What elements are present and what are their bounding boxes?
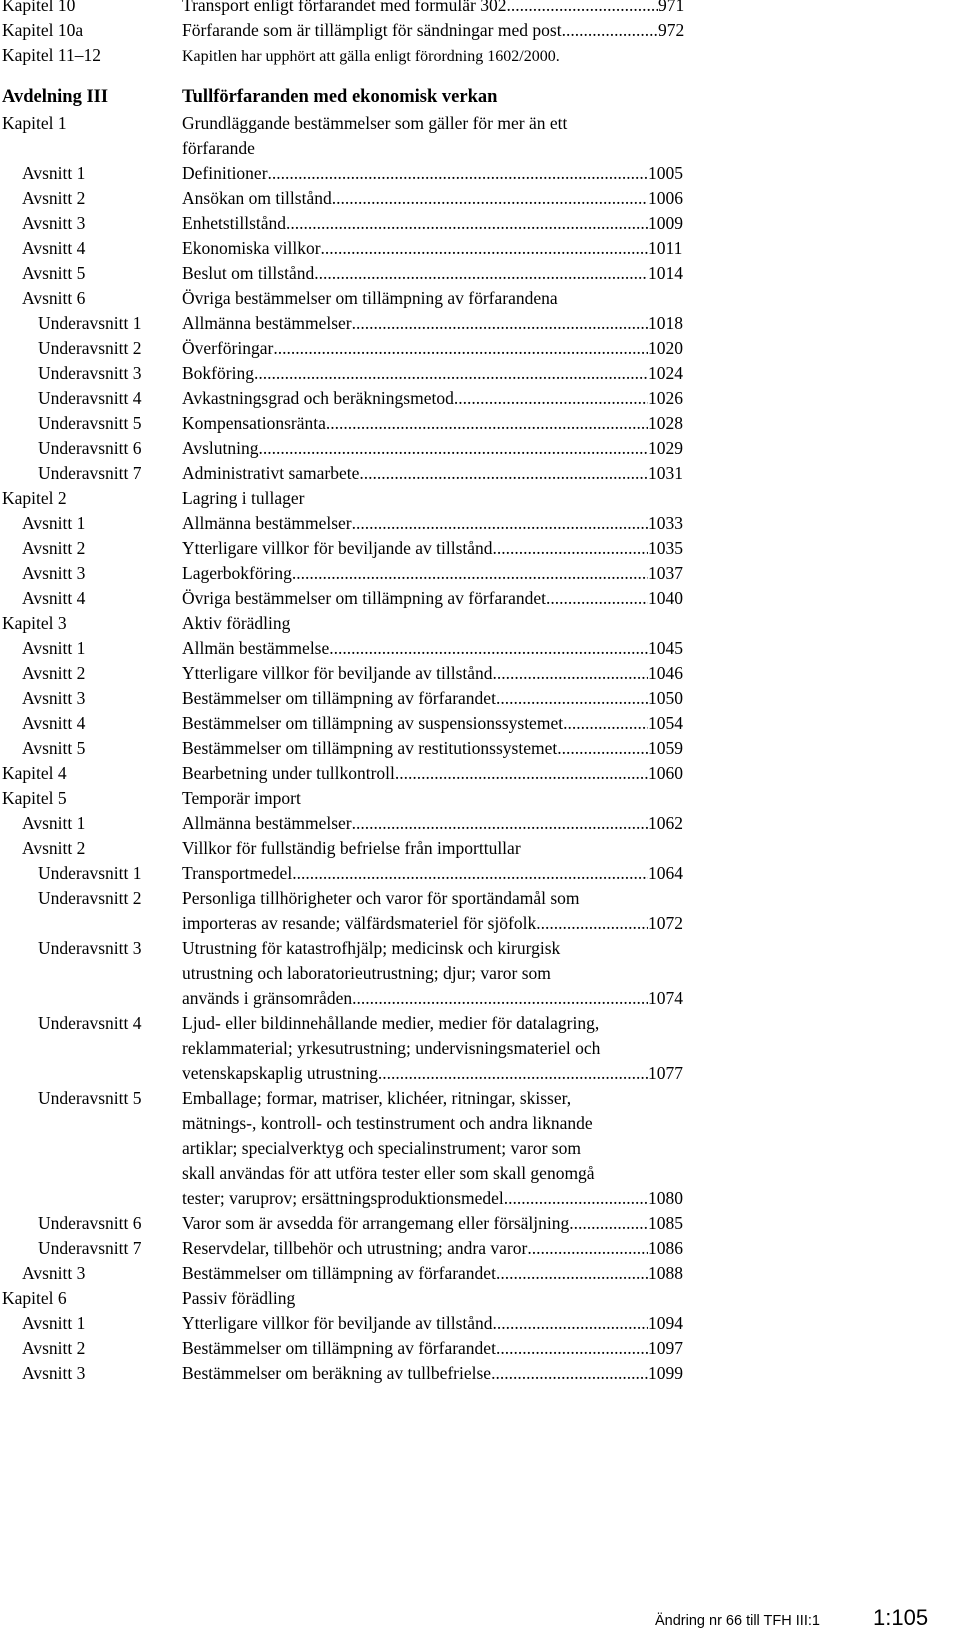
toc-entry-title: reklammaterial; yrkesutrustning; undervisningsmateriel och [182,1038,601,1058]
toc-entry-page: 1046 [648,663,683,683]
toc-entry-page: 1064 [648,863,683,883]
toc-entry-title: Ljud- eller bildinnehållande medier, medier för datalagring, [182,1013,600,1033]
dot-leader [546,586,648,611]
toc-entry-title: Bestämmelser om tillämpning av förfarandet [182,1338,496,1358]
toc-entry-label: Underavsnitt 5 [38,413,142,433]
toc-entry-page: 1040 [648,588,683,608]
dot-leader [491,1361,648,1386]
toc-entry-page: 1028 [648,413,683,433]
toc-entry-title: Bestämmelser om tillämpning av suspensionssystemet [182,713,564,733]
dot-leader [352,986,648,1011]
toc-entry-label: Underavsnitt 1 [38,313,142,333]
toc-entry-label: Kapitel 11–12 [2,45,101,65]
toc-entry-label: Avsnitt 1 [22,513,86,533]
toc-entry-title: Allmän bestämmelse [182,638,330,658]
toc-entry-title: Ekonomiska villkor [182,238,321,258]
toc-entry-page: 1026 [648,388,683,408]
toc-entry-label: Avsnitt 1 [22,638,86,658]
toc-entry-page: 1086 [648,1238,683,1258]
toc-entry-title: Bearbetning under tullkontroll [182,763,395,783]
toc-entry-label: Avsnitt 1 [22,1313,86,1333]
toc-entry-page: 1062 [648,813,683,833]
toc-entry-title: Övriga bestämmelser om tillämpning av förfarandena [182,288,558,308]
toc-entry-label: Underavsnitt 4 [38,388,142,408]
toc-entry-label: Avsnitt 2 [22,838,86,858]
dot-leader [563,711,648,736]
toc-entry-label: Avsnitt 3 [22,1263,86,1283]
toc-entry-title: Avslutning [182,438,259,458]
toc-entry-title: Grundläggande bestämmelser som gäller för mer än ett [182,113,568,133]
dot-leader [292,861,648,886]
dot-leader [493,661,648,686]
toc-entry-title: artiklar; specialverktyg och specialinstrument; varor som [182,1138,581,1158]
toc-entry-page: 1099 [648,1363,683,1383]
toc-entry-title: Bestämmelser om beräkning av tullbefrielse [182,1363,492,1383]
dot-leader [493,1311,648,1336]
toc-entry-label: Avdelning III [2,87,109,107]
toc-entry-label: Underavsnitt 2 [38,338,142,358]
toc-entry-page: 1031 [648,463,683,483]
toc-entry-page: 1097 [648,1338,683,1358]
toc-entry-label: Avsnitt 3 [22,563,86,583]
dot-leader [314,261,648,286]
dot-leader [378,1061,648,1086]
toc-entry-title: Administrativt samarbete [182,463,360,483]
toc-entry-label: Avsnitt 2 [22,538,86,558]
dot-leader [321,236,648,261]
toc-entry-title: Allmänna bestämmelser [182,313,352,333]
toc-entry-page: 1059 [648,738,683,758]
toc-entry-label: Underavsnitt 6 [38,438,142,458]
toc-entry-page: 1018 [648,313,683,333]
toc-entry-page: 1009 [648,213,683,233]
toc-entry-page: 1085 [648,1213,683,1233]
toc-entry-title: Lagring i tullager [182,488,305,508]
amendment-reference: Ändring nr 66 till TFH III:1 [655,1613,820,1629]
toc-entry-label: Avsnitt 2 [22,1338,86,1358]
toc-entry-page: 1011 [648,238,683,258]
toc-entry-label: Avsnitt 1 [22,163,86,183]
toc-entry-label: Kapitel 2 [2,488,67,508]
toc-entry-title: Transportmedel [182,863,293,883]
toc-entry-title: förfarande [182,138,255,158]
toc-entry-page: 1088 [648,1263,683,1283]
toc-entry-label: Underavsnitt 3 [38,938,142,958]
toc-entry-label: Avsnitt 3 [22,213,86,233]
toc-entry-page: 1045 [648,638,683,658]
dot-leader [286,211,648,236]
toc-entry-title: Ytterligare villkor för beviljande av tillstånd [182,1313,493,1333]
toc-entry-title: tester; varuprov; ersättningsproduktionsmedel [182,1188,504,1208]
toc-entry-title: Passiv förädling [182,1288,296,1308]
toc-entry-title: Ytterligare villkor för beviljande av tillstånd [182,663,493,683]
toc-entry-label: Avsnitt 4 [22,238,86,258]
toc-entry-page: 1050 [648,688,683,708]
toc-entry-label: Underavsnitt 1 [38,863,142,883]
toc-entry-title: Förfarande som är tillämpligt för sändningar med post [182,20,562,40]
toc-entry-title: Aktiv förädling [182,613,291,633]
toc-entry-title: Kompensationsränta [182,413,326,433]
toc-entry-title: Bestämmelser om tillämpning av förfarandet [182,688,496,708]
toc-entry-label: Underavsnitt 7 [38,463,142,483]
toc-entry-page: 1074 [648,988,683,1008]
page-number: 1:105 [873,1605,929,1630]
dot-leader [395,761,648,786]
toc-entry-page: 1006 [648,188,683,208]
toc-entry-title: Beslut om tillstånd [182,263,315,283]
toc-entry-label: Avsnitt 4 [22,713,86,733]
dot-leader [292,561,648,586]
page-footer [0,1599,960,1639]
dot-leader [504,1186,648,1211]
toc-entry-title: skall användas för att utföra tester eller som skall genomgå [182,1163,595,1183]
dot-leader [527,1236,648,1261]
toc-entry-label: Underavsnitt 7 [38,1238,142,1258]
toc-entry-page: 1014 [648,263,683,283]
toc-entry-title: Allmänna bestämmelser [182,513,352,533]
toc-entry-label: Kapitel 5 [2,788,67,808]
toc-entry-page: 972 [658,20,685,40]
toc-entry-page: 1020 [648,338,683,358]
toc-entry-label: Avsnitt 4 [22,588,86,608]
toc-entry-page: 1060 [648,763,683,783]
toc-entry-page: 1033 [648,513,683,533]
toc-entry-page: 1054 [648,713,683,733]
dot-leader [496,1336,648,1361]
dot-leader [496,686,648,711]
toc-entry-label: Underavsnitt 6 [38,1213,142,1233]
dot-leader [352,811,648,836]
dot-leader [329,636,648,661]
toc-entry-page: 1077 [648,1063,683,1083]
toc-entry-label: Kapitel 4 [2,763,67,783]
toc-entry-title: Transport enligt förfarandet med formulär 302 [182,0,507,15]
toc-entry-label: Kapitel 3 [2,613,67,633]
toc-entry-label: Kapitel 10 [2,0,76,15]
toc-entry-title: Bestämmelser om tillämpning av förfarandet [182,1263,496,1283]
toc-entry-page: 1037 [648,563,683,583]
toc-entry-title: Lagerbokföring [182,563,292,583]
toc-entry-page: 1024 [648,363,683,383]
toc-entry-title: vetenskapskaplig utrustning [182,1063,378,1083]
dot-leader [562,18,658,43]
dot-leader [454,386,648,411]
toc-entry-title: Villkor för fullständig befrielse från importtullar [182,838,521,858]
toc-entry-label: Underavsnitt 2 [38,888,142,908]
toc-entry-title: Temporär import [182,788,301,808]
dot-leader [254,361,648,386]
dot-leader [273,336,648,361]
toc-entry-page: 1029 [648,438,683,458]
dot-leader [493,536,648,561]
toc-entry-title: Bestämmelser om tillämpning av restitutionssystemet [182,738,558,758]
toc-entry-title: Utrustning för katastrofhjälp; medicinsk och kirurgisk [182,938,561,958]
toc-entry-label: Avsnitt 3 [22,1363,86,1383]
toc-entry-title: Avkastningsgrad och beräkningsmetod [182,388,454,408]
toc-entry-page: 1094 [648,1313,683,1333]
toc-entry-page: 1080 [648,1188,683,1208]
dot-leader [352,511,648,536]
toc-entry-label: Avsnitt 1 [22,813,86,833]
toc-entry-title: Ansökan om tillstånd [182,188,332,208]
dot-leader [536,911,648,936]
toc-entry-label: Avsnitt 2 [22,663,86,683]
toc-entry-title: Överföringar [182,338,274,358]
toc-entry-label: Avsnitt 2 [22,188,86,208]
toc-entry-page: 971 [658,0,685,15]
toc-entry-label: Kapitel 10a [2,20,84,40]
dot-leader [359,461,648,486]
toc-entry-title: Allmänna bestämmelser [182,813,352,833]
dot-leader [569,1211,648,1236]
dot-leader [326,411,648,436]
toc-entry-title: utrustning och laboratorieutrustning; djur; varor som [182,963,551,983]
toc-entry-label: Kapitel 1 [2,113,67,133]
toc-entry-title: Tullförfaranden med ekonomisk verkan [182,87,498,107]
dot-leader [332,186,648,211]
toc-entry-title: Personliga tillhörigheter och varor för sportändamål som [182,888,580,908]
toc-entry-title: Enhetstillstånd [182,213,287,233]
toc-entry-page: 1072 [648,913,683,933]
toc-entry-title: Kapitlen har upphört att gälla enligt förordning 1602/2000. [182,48,560,65]
toc-entry-title: importeras av resande; välfärdsmateriel för sjöfolk [182,913,537,933]
toc-entry-title: Definitioner [182,163,268,183]
toc-entry-label: Avsnitt 5 [22,263,86,283]
toc-entry-label: Avsnitt 5 [22,738,86,758]
toc-entry-title: Varor som är avsedda för arrangemang eller försäljning [182,1213,570,1233]
toc-entry-page: 1035 [648,538,683,558]
toc-entry-label: Underavsnitt 3 [38,363,142,383]
dot-leader [506,0,658,18]
dot-leader [268,161,648,186]
toc-entry-label: Underavsnitt 5 [38,1088,142,1108]
dot-leader [352,311,648,336]
toc-entry-title: Emballage; formar, matriser, klichéer, ritningar, skisser, [182,1088,572,1108]
toc-entry-label: Underavsnitt 4 [38,1013,142,1033]
toc-entry-title: mätnings-, kontroll- och testinstrument och andra liknande [182,1113,593,1133]
toc-entry-label: Avsnitt 6 [22,288,86,308]
toc-entry-page: 1005 [648,163,683,183]
dot-leader [557,736,648,761]
toc-entry-label: Kapitel 6 [2,1288,67,1308]
dot-leader [496,1261,648,1286]
toc-entry-title: används i gränsområden [182,988,353,1008]
dot-leader [259,436,649,461]
toc-entry-title: Reservdelar, tillbehör och utrustning; andra varor [182,1238,528,1258]
toc-entry-title: Bokföring [182,363,254,383]
toc-entry-title: Övriga bestämmelser om tillämpning av förfarandet [182,588,546,608]
toc-entry-label: Avsnitt 3 [22,688,86,708]
toc-entry-title: Ytterligare villkor för beviljande av tillstånd [182,538,493,558]
